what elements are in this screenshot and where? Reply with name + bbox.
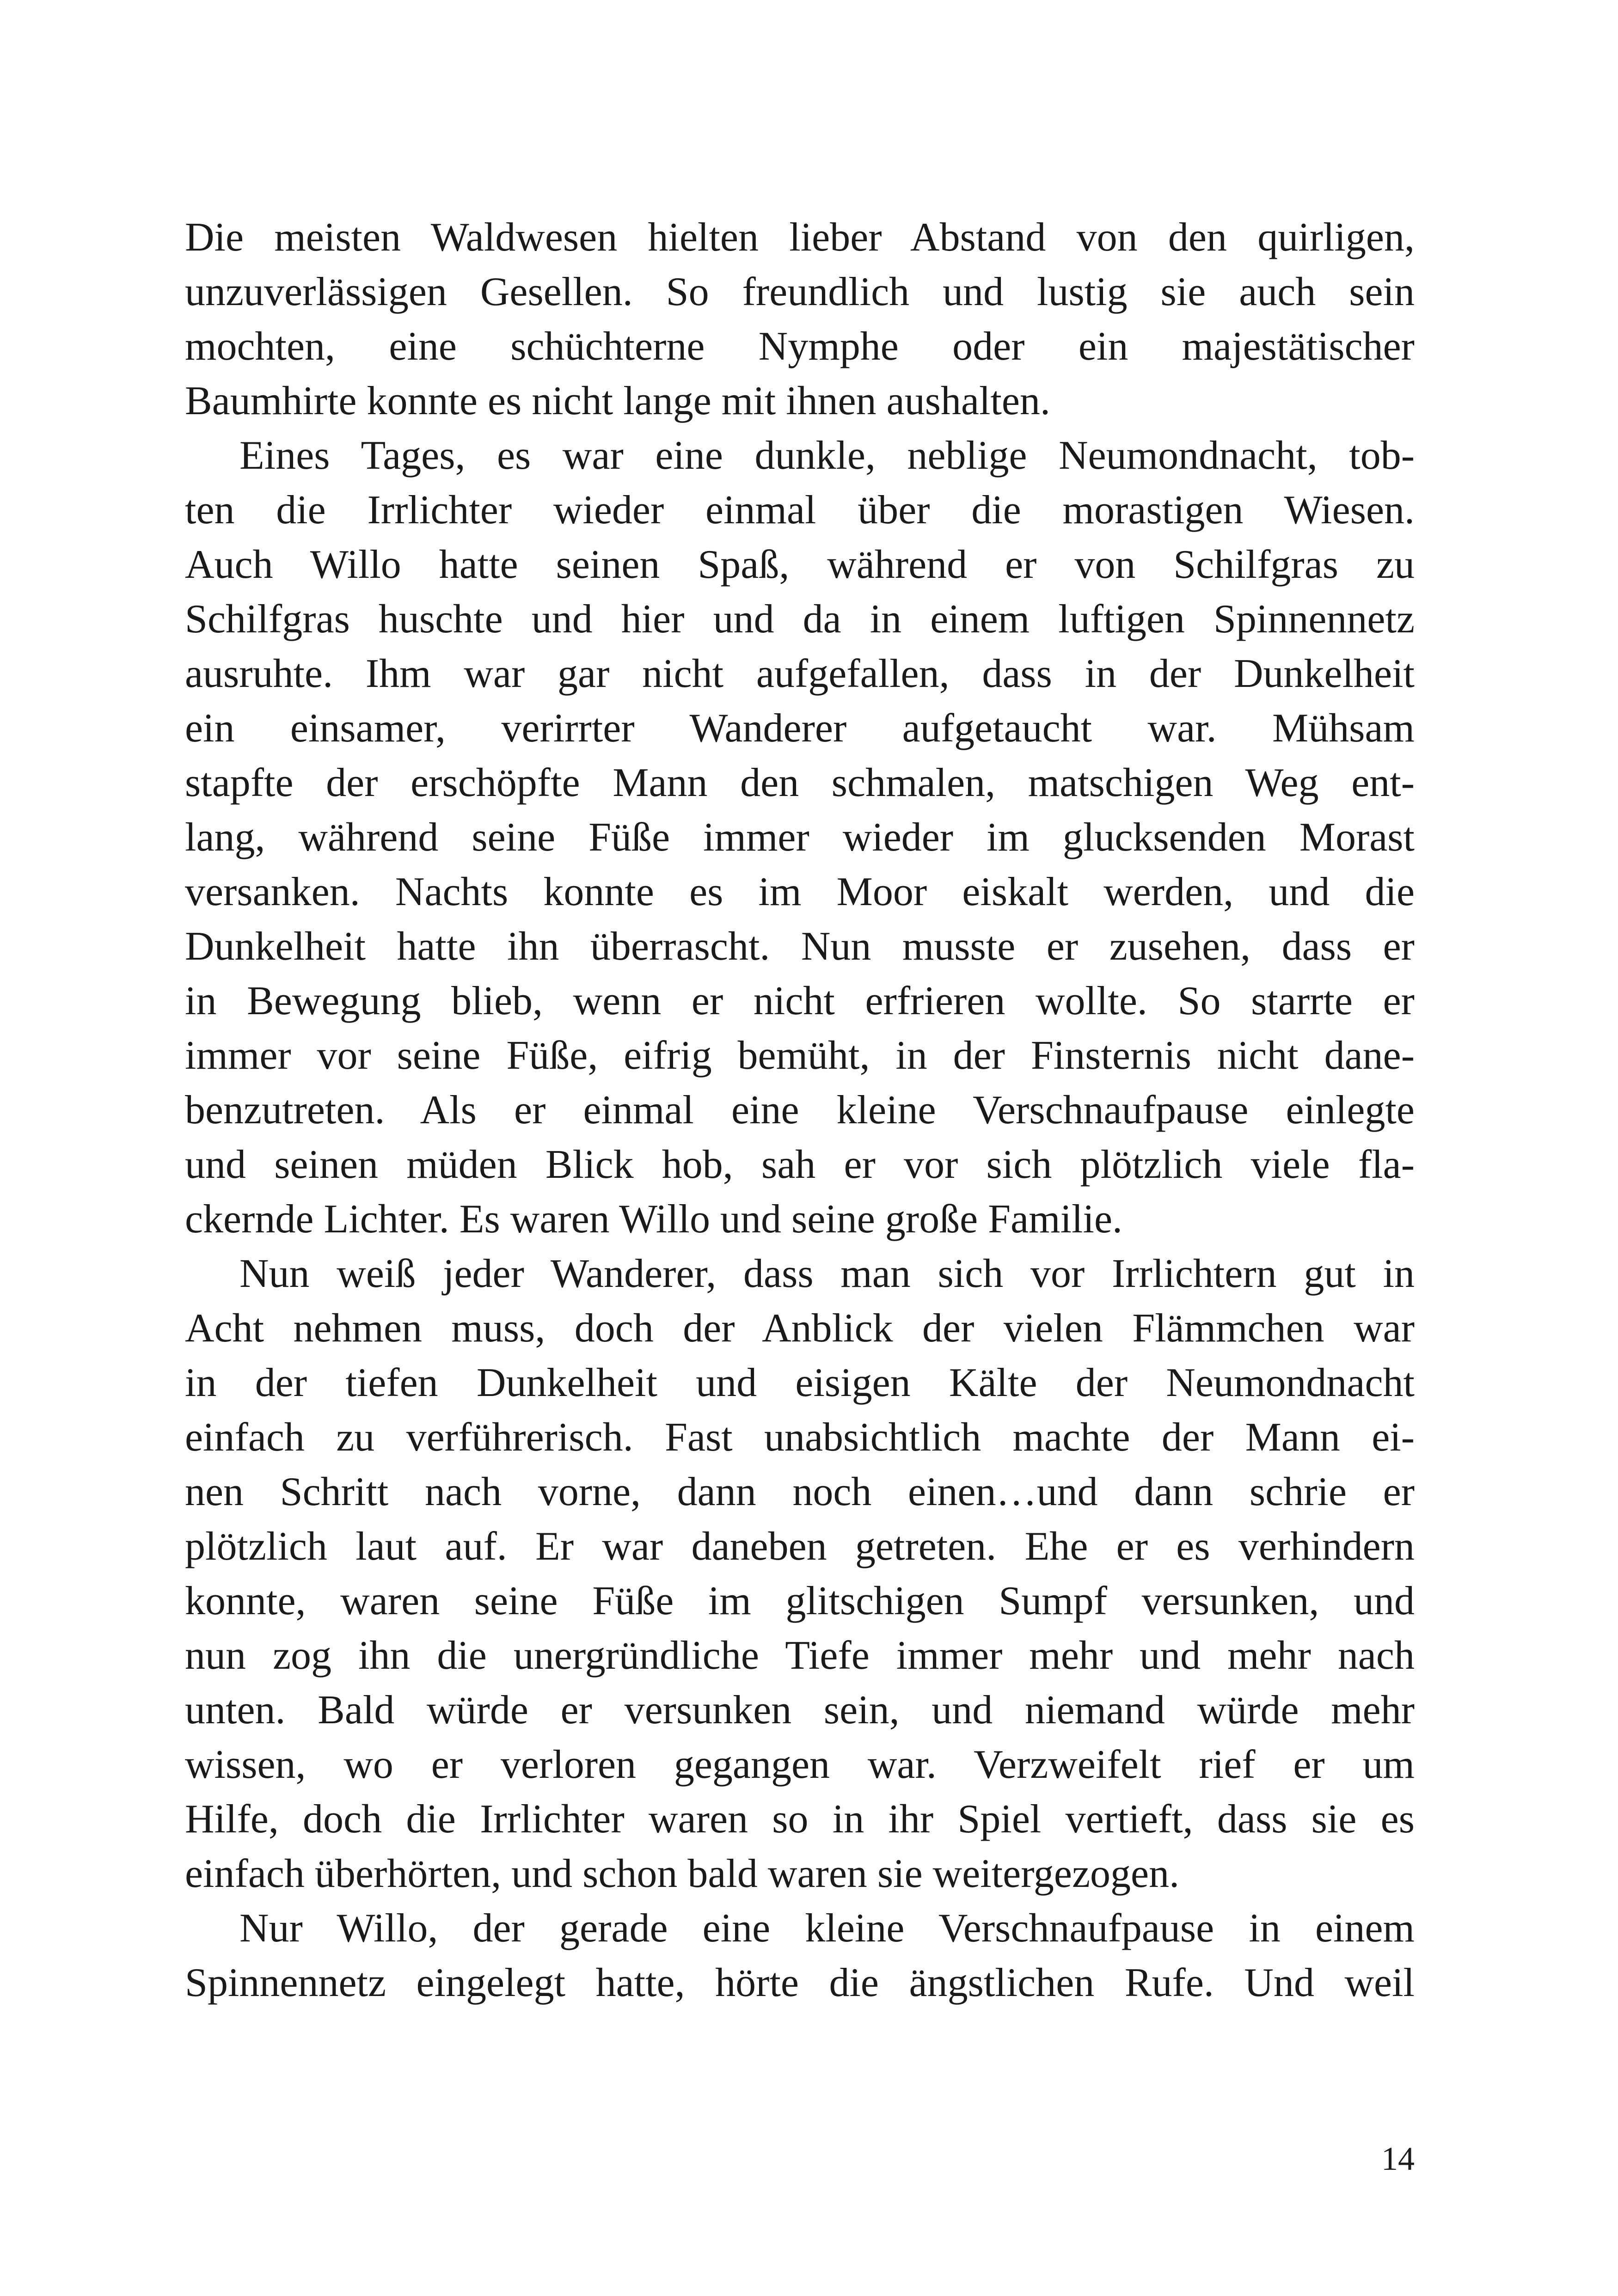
text-line: in der tiefen Dunkelheit und eisigen Kälte der Neumondnacht	[185, 1360, 1415, 1405]
text-line: Dunkelheit hatte ihn überrascht. Nun musste er zusehen, dass er	[185, 924, 1415, 969]
text-line: Spinnennetz eingelegt hatte, hörte die ängstlichen Rufe. Und weil	[185, 1960, 1415, 2005]
page-number: 14	[1381, 2140, 1415, 2177]
text-line: Acht nehmen muss, doch der Anblick der vielen Flämmchen war	[185, 1306, 1415, 1351]
text-line: einfach zu verführerisch. Fast unabsichtlich machte der Mann ei-	[185, 1415, 1415, 1460]
text-line: immer vor seine Füße, eifrig bemüht, in der Finsternis nicht dane-	[185, 1033, 1415, 1078]
text-line: Nur Willo, der gerade eine kleine Verschnaufpause in einem	[239, 1906, 1415, 1951]
text-line: ten die Irrlichter wieder einmal über die morastigen Wiesen.	[185, 488, 1415, 533]
text-line: nen Schritt nach vorne, dann noch einen…und dann schrie er	[185, 1469, 1415, 1514]
text-line: Eines Tages, es war eine dunkle, neblige Neumondnacht, tob-	[239, 433, 1415, 478]
text-line: Die meisten Waldwesen hielten lieber Abstand von den quirligen,	[185, 215, 1415, 260]
text-line: lang, während seine Füße immer wieder im glucksenden Morast	[185, 815, 1415, 860]
text-line: nun zog ihn die unergründliche Tiefe immer mehr und mehr nach	[185, 1633, 1415, 1678]
text-line: wissen, wo er verloren gegangen war. Verzweifelt rief er um	[185, 1742, 1415, 1787]
text-line: ausruhte. Ihm war gar nicht aufgefallen, dass in der Dunkelheit	[185, 651, 1415, 696]
text-line: benzutreten. Als er einmal eine kleine Verschnaufpause einlegte	[185, 1088, 1415, 1133]
text-line: ein einsamer, verirrter Wanderer aufgetaucht war. Mühsam	[185, 706, 1415, 751]
text-line: in Bewegung blieb, wenn er nicht erfrieren wollte. So starrte er	[185, 979, 1415, 1023]
body-text	[185, 210, 1415, 2010]
text-line: einfach überhörten, und schon bald waren sie weitergezogen.	[185, 1851, 1180, 1896]
text-line: und seinen müden Blick hob, sah er vor sich plötzlich viele fla-	[185, 1142, 1415, 1187]
text-line: mochten, eine schüchterne Nymphe oder ein majestätischer	[185, 324, 1415, 369]
text-line: konnte, waren seine Füße im glitschigen Sumpf versunken, und	[185, 1579, 1415, 1623]
text-line: Schilfgras huschte und hier und da in einem luftigen Spinnennetz	[185, 597, 1415, 642]
text-line: stapfte der erschöpfte Mann den schmalen, matschigen Weg ent-	[185, 760, 1415, 805]
text-line: unzuverlässigen Gesellen. So freundlich und lustig sie auch sein	[185, 269, 1415, 314]
text-line: Auch Willo hatte seinen Spaß, während er von Schilfgras zu	[185, 542, 1415, 587]
text-line: Hilfe, doch die Irrlichter waren so in ihr Spiel vertieft, dass sie es	[185, 1797, 1415, 1842]
text-line: ckernde Lichter. Es waren Willo und seine große Familie.	[185, 1197, 1122, 1242]
text-line: plötzlich laut auf. Er war daneben getreten. Ehe er es verhindern	[185, 1524, 1415, 1569]
text-line: Baumhirte konnte es nicht lange mit ihnen aushalten.	[185, 379, 1050, 423]
text-line: versanken. Nachts konnte es im Moor eiskalt werden, und die	[185, 869, 1415, 914]
text-line: Nun weiß jeder Wanderer, dass man sich vor Irrlichtern gut in	[239, 1251, 1415, 1296]
text-line: unten. Bald würde er versunken sein, und niemand würde mehr	[185, 1688, 1415, 1733]
